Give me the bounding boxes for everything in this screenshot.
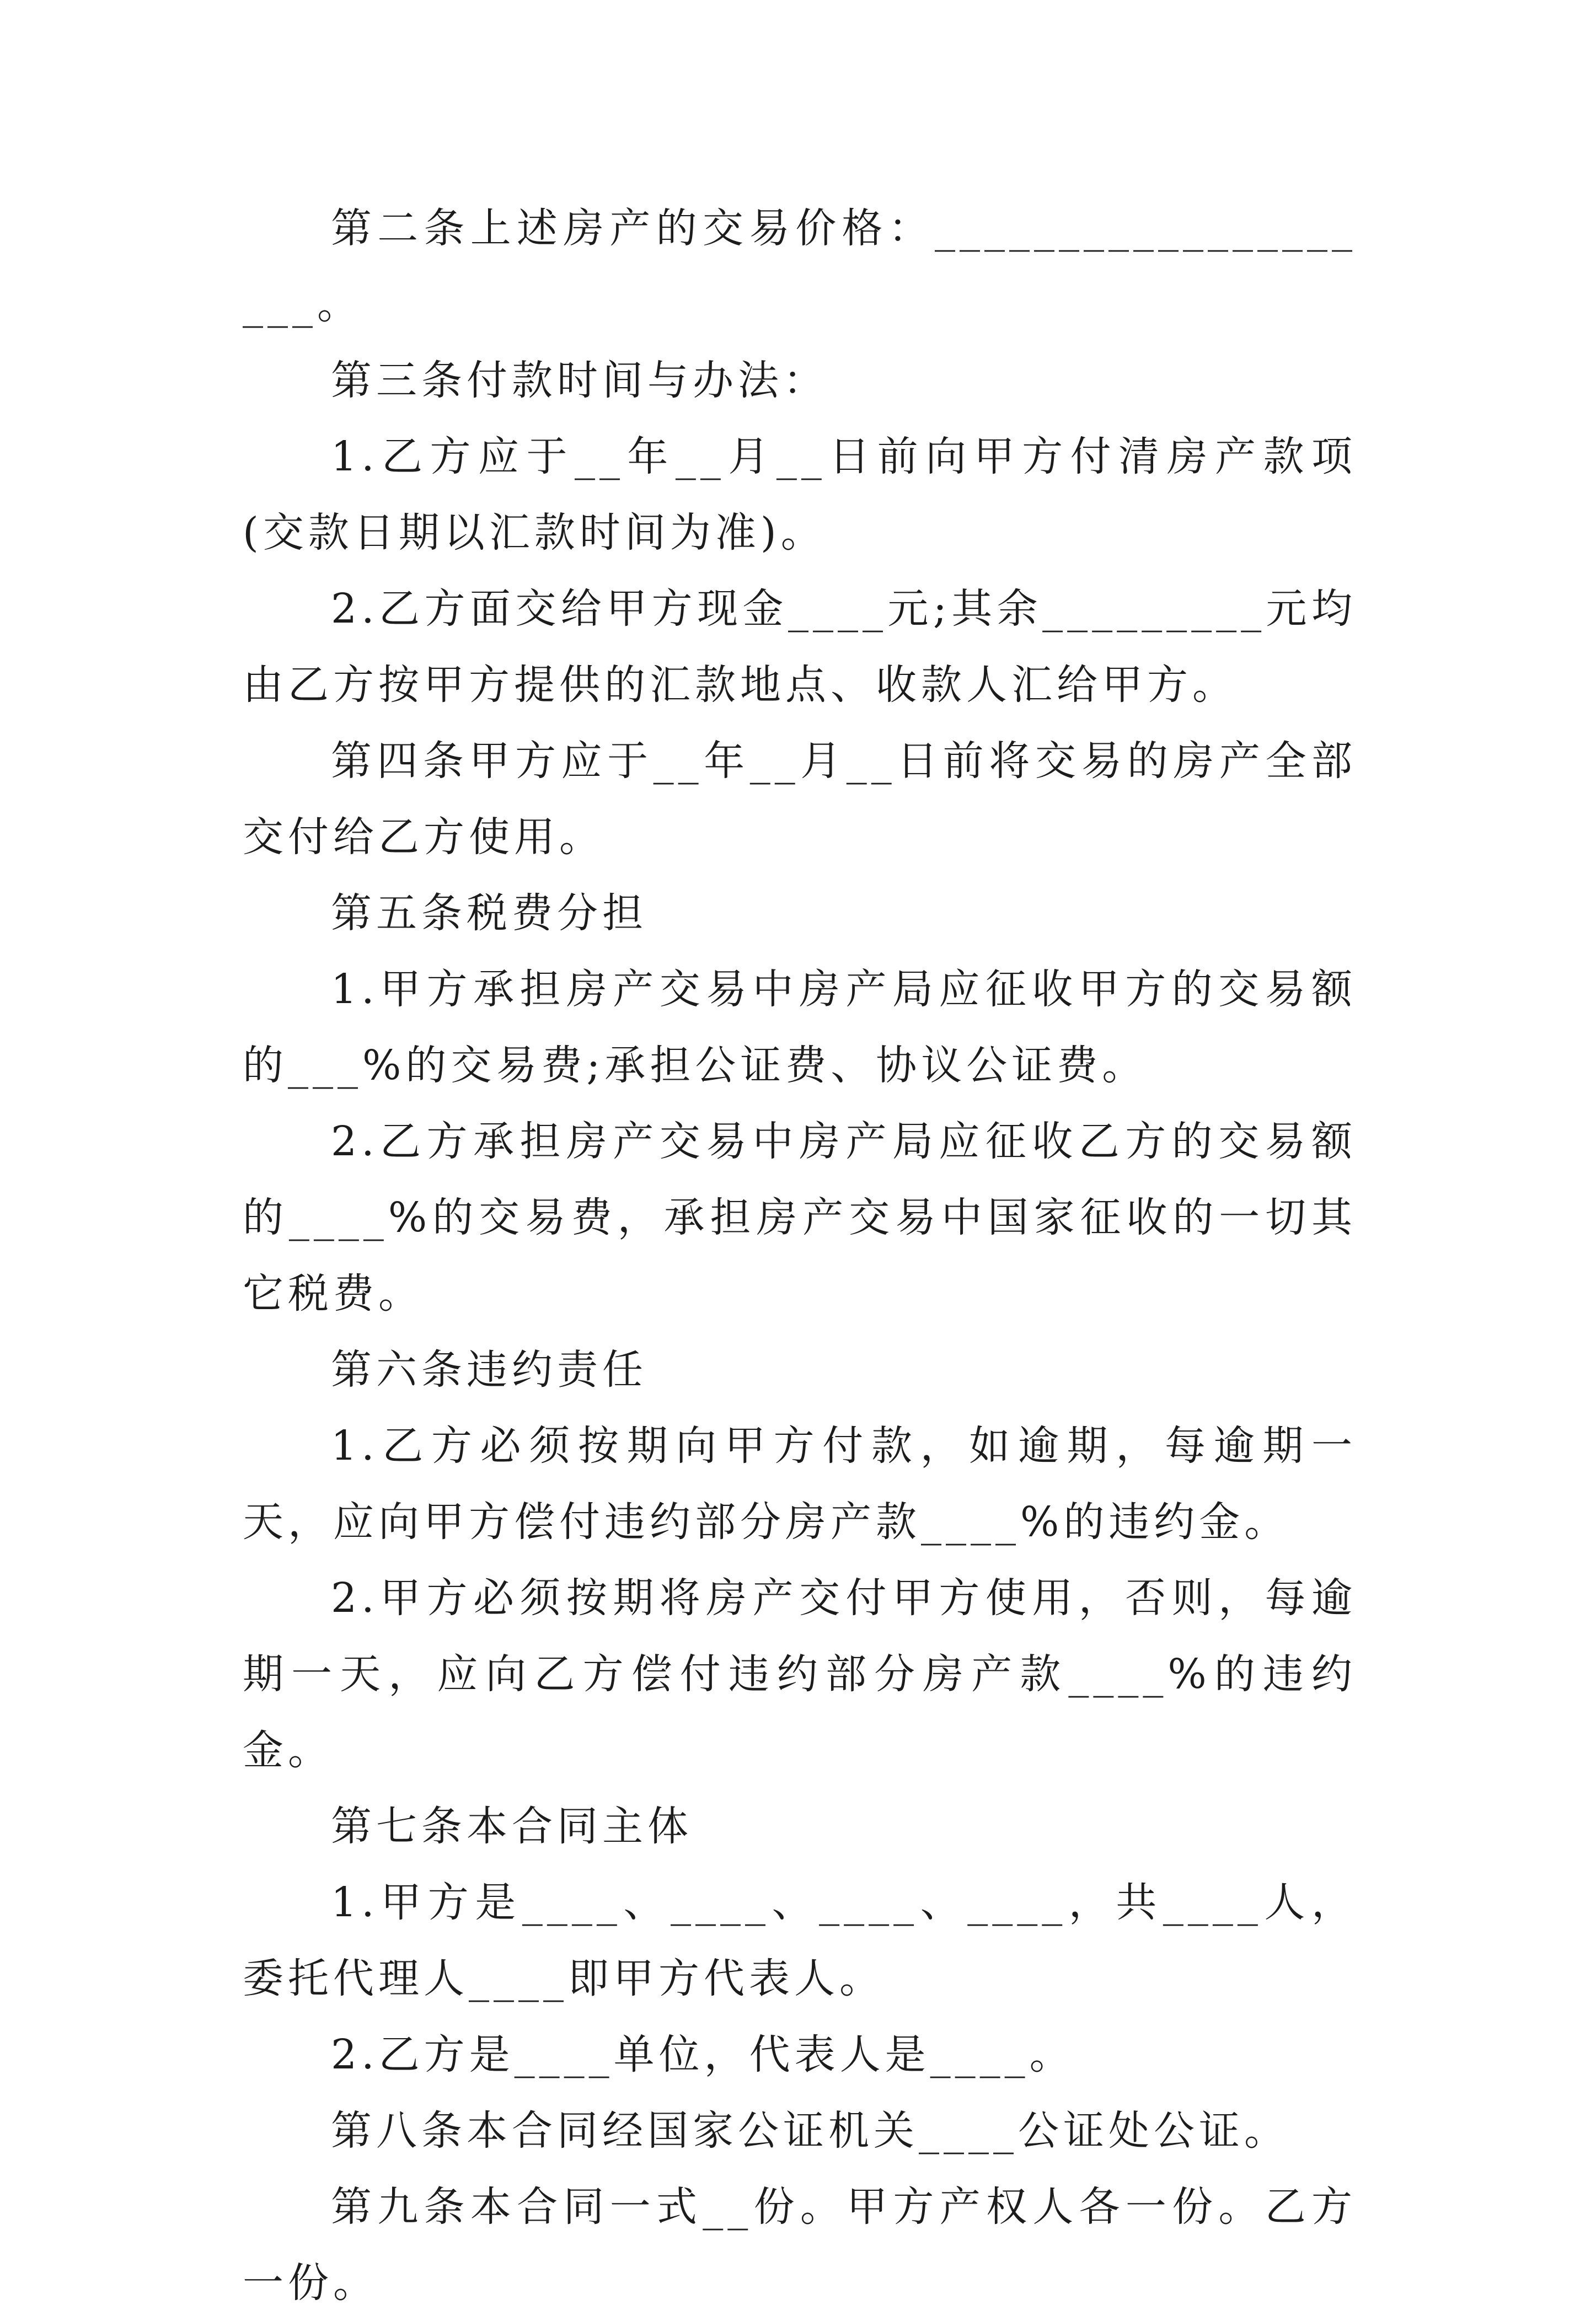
paragraph-article-5-heading: 第五条税费分担 (331, 889, 647, 937)
paragraph-article-7-heading: 第七条本合同主体 (331, 1803, 693, 1850)
paragraph-article-8: 第八条本合同经国家公证机关____公证处公证。 (331, 2107, 1289, 2154)
paragraph-article-6-item-2: 2.甲方必须按期将房产交付甲方使用，否则，每逾期一天，应向乙方偿付违约部分房产款____%的违约金。 (243, 1574, 1357, 1774)
paragraph-article-2-price: 第二条上述房产的交易价格：____________________。 (243, 205, 1357, 328)
paragraph-article-5-item-1: 1.甲方承担房产交易中房产局应征收甲方的交易额的___%的交易费;承担公证费、协议公证费。 (243, 966, 1357, 1089)
paragraph-article-9: 第九条本合同一式__份。甲方产权人各一份。乙方一份。 (243, 2183, 1357, 2307)
paragraph-article-6-heading: 第六条违约责任 (331, 1346, 647, 1393)
paragraph-article-7-item-1: 1.甲方是____、____、____、____，共____人，委托代理人____即甲方代表人。 (243, 1879, 1357, 2002)
paragraph-article-5-item-2: 2.乙方承担房产交易中房产局应征收乙方的交易额的____%的交易费，承担房产交易中国家征收的一切其它税费。 (243, 1118, 1357, 1317)
paragraph-article-4: 第四条甲方应于__年__月__日前将交易的房产全部交付给乙方使用。 (243, 737, 1357, 861)
paragraph-article-3-item-2: 2.乙方面交给甲方现金____元;其余_________元均由乙方按甲方提供的汇款地点、收款人汇给甲方。 (243, 585, 1357, 709)
paragraph-article-6-item-1: 1.乙方必须按期向甲方付款，如逾期，每逾期一天，应向甲方偿付违约部分房产款____%的违约金。 (243, 1422, 1357, 1546)
paragraph-article-7-item-2: 2.乙方是____单位，代表人是____。 (331, 2031, 1075, 2078)
contract-body (243, 190, 1357, 2321)
paragraph-article-3-item-1: 1.乙方应于__年__月__日前向甲方付清房产款项(交款日期以汇款时间为准)。 (243, 433, 1357, 556)
paragraph-article-3-heading: 第三条付款时间与办法： (331, 357, 828, 404)
